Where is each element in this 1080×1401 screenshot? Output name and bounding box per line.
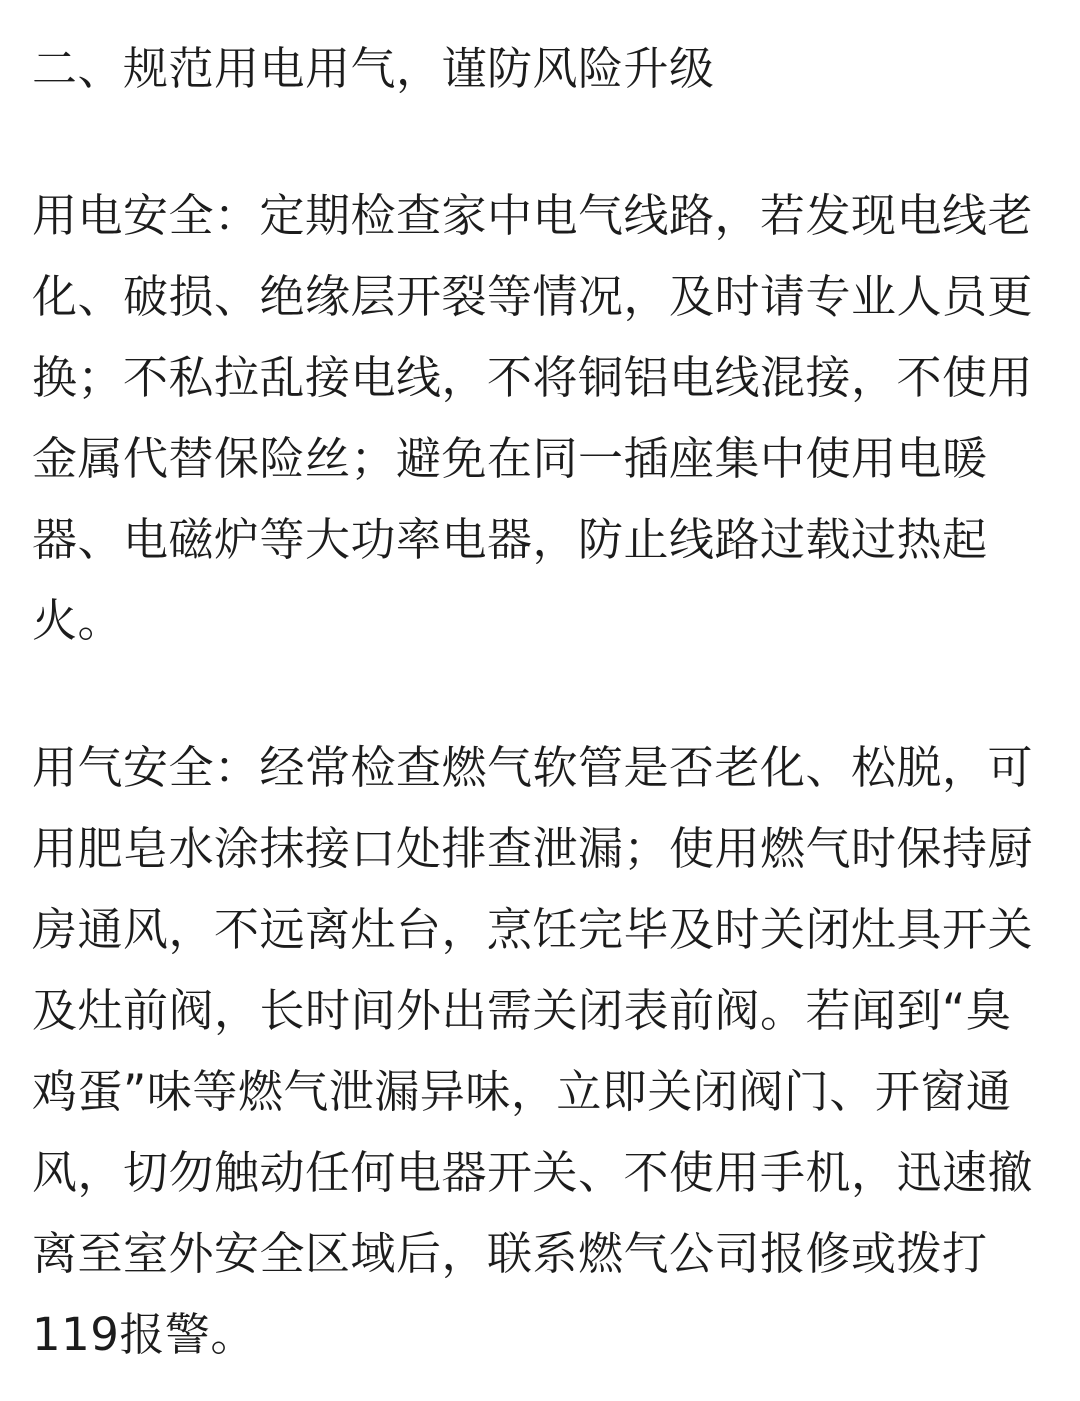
paragraph-line: 换；不私拉乱接电线，不将铜铝电线混接，不使用 (32, 351, 1034, 404)
paragraph-line: 用肥皂水涂抹接口处排查泄漏；使用燃气时保持厨 (32, 822, 1034, 875)
paragraph-line: 火。 (32, 594, 124, 647)
paragraph-line: 器、电磁炉等大功率电器，防止线路过载过热起 (32, 513, 988, 566)
heading-text: 二、规范用电用气，谨防风险升级 (32, 42, 715, 95)
paragraph-line: 房通风，不远离灶台，烹饪完毕及时关闭灶具开关 (32, 903, 1034, 956)
paragraph-line: 风，切勿触动任何电器开关、不使用手机，迅速撤 (32, 1146, 1034, 1199)
paragraph-line: 及灶前阀，长时间外出需关闭表前阀。若闻到“臭 (32, 984, 1012, 1037)
paragraph-gas-safety (32, 727, 1062, 1375)
paragraph-line: 离至室外安全区域后，联系燃气公司报修或拨打 (32, 1227, 988, 1280)
paragraph-line: 金属代替保险丝；避免在同一插座集中使用电暖 (32, 432, 988, 485)
paragraph-line: 用气安全：经常检查燃气软管是否老化、松脱，可 (32, 741, 1034, 794)
paragraph-line: 119报警。 (32, 1308, 256, 1361)
section-heading (32, 28, 1062, 109)
paragraph-electricity-safety (32, 175, 1062, 661)
paragraph-line: 用电安全：定期检查家中电气线路，若发现电线老 (32, 189, 1034, 242)
paragraph-line: 鸡蛋”味等燃气泄漏异味，立即关闭阀门、开窗通 (32, 1065, 1012, 1118)
paragraph-line: 化、破损、绝缘层开裂等情况，及时请专业人员更 (32, 270, 1034, 323)
